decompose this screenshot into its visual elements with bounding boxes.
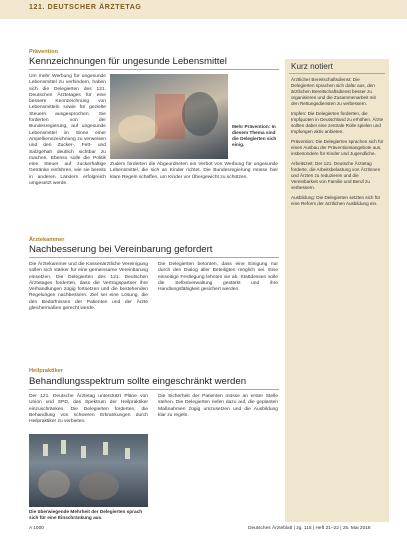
sidebar-text [291, 77, 384, 211]
sidebar-paragraph: Prävention: Die Delegierten sprachen sich für einen Ausbau der Präventionsangebote aus, insbesondere für Kinder und Jugendliche. [291, 139, 384, 156]
article-kicker: Ärztekammer [29, 237, 65, 243]
headline-divider [29, 69, 279, 70]
journal-citation: Deutsches Ärzteblatt | Jg. 115 | Heft 21–22 | 25. Mai 2018 [248, 526, 371, 531]
headline-divider [29, 257, 279, 258]
sidebar-box [285, 59, 389, 522]
article-headline: Behandlungsspektrum sollte eingeschränkt werden [29, 376, 247, 387]
article-body-col1: Der 121. Deutsche Ärztetag unterstützt Pläne von Union und SPD, das Spektrum der Heilpraktiker einzuschränken. Die Delegierten forderten, die Behandlung von schweren Erkrankungen durch Heilpraktiker zu verbieten. [29, 394, 148, 425]
photo-caption: Die überwiegende Mehrheit der Delegierten sprach sich für eine Einschränkung aus. [29, 509, 143, 520]
article-body-col2: Zudem forderten die Abgeordneten ein Verbot von Werbung für ungesunde Lebensmittel, die sich an Kinder richtet. Die Bundesregierung müsse hier klare Regeln schaffen, um Kinder vor Übergewicht zu schützen. [110, 162, 278, 180]
sidebar-title: Kurz notiert [291, 62, 333, 71]
page-number: A 1000 [29, 526, 44, 531]
section-header [0, 0, 407, 19]
article-photo [110, 74, 228, 159]
sidebar-divider [289, 73, 385, 74]
photo-caption: Mehr Prävention: In diesem Thema sind die Delegierten sich einig. [232, 124, 277, 147]
article-headline: Nachbesserung bei Vereinbarung gefordert [29, 244, 213, 255]
sidebar-paragraph: Arbeitszeit: Der 121. Deutsche Ärztetag forderte, die Arbeitsbelastung von Ärztinnen und Ärzten zu reduzieren und die Vereinbarkeit von Familie und Beruf zu verbessern. [291, 161, 381, 190]
article-kicker: Heilpraktiker [29, 368, 63, 374]
article-body-col2: Die Sicherheit der Patienten müsse an erster Stelle stehen. Die Delegierten riefen dazu auf, die geplanten Maßnahmen zügig umzusetzen und die Ausbildung klar zu regeln. [158, 394, 278, 418]
sidebar-paragraph: Ärztlicher Bereitschaftsdienst: Die Delegierten sprachen sich dafür aus, den ärztlichen Bereitschaftsdienst besser zu organisieren und die Zusammenarbeit mit den Rettungsdiensten zu verbessern. [291, 77, 376, 106]
article-body-col2: Die Delegierten betonten, dass eine Einigung nur durch den Dialog aller Beteiligten möglich sei. Eine einseitige Festlegung lehnten sie ab. Stattdessen solle die Selbstverwaltung gestärkt und ihre Handlungsfähigkeit gesichert werden. [158, 262, 278, 293]
article-headline: Kennzeichnungen für ungesunde Lebensmittel [29, 56, 227, 67]
sidebar-paragraph: Ausbildung: Die Delegierten setzten sich für eine Reform der ärztlichen Ausbildung ein. [291, 195, 381, 206]
article-body-col1: Um mehr Werbung für ungesunde Lebensmittel zu verhindern, haben sich die Delegierten des 121. Deutschen Ärztetages für eine bessere Kennzeichnung von Lebensmitteln sowie für gezielte Steuern ausgesprochen. Sie forderten von der Bundesregierung, auf ungesunde Lebensmittel im Sinne einer Ampelkennzeichnung zu verweisen und den Zucker-, Fett- und Salzgehalt deutlich sichtbar zu machen. Ebenso solle die Politik eine Steuer auf zuckerhaltige Getränke einführen, wie sie bereits in anderen Ländern erfolgreich umgesetzt werde. [29, 74, 106, 187]
article-photo [29, 434, 148, 507]
article-body-col1: Die Ärztekammer und die Kassenärztliche Vereinigung sollen sich stärker für eine gemeinsame Vereinbarung einsetzen. Die Delegierten des 121. Deutschen Ärztetages forderten, dass die Vertragspartner ihre Verhandlungen zügig fortsetzen und die bestehenden Regelungen nachbessern. Ziel sei eine Lösung, die den Bedürfnissen der Patienten und der Ärzte gleichermaßen gerecht werde. [29, 262, 148, 312]
sidebar-paragraph: Impfen: Die Delegierten forderten, die Impfquoten in Deutschland zu erhöhen. Ärzte sollten dabei eine zentrale Rolle spielen und Impfungen aktiv anbieten. [291, 111, 384, 134]
headline-divider [29, 389, 279, 390]
article-kicker: Prävention [29, 49, 58, 55]
section-title: 121. DEUTSCHER ÄRZTETAG [29, 4, 142, 11]
